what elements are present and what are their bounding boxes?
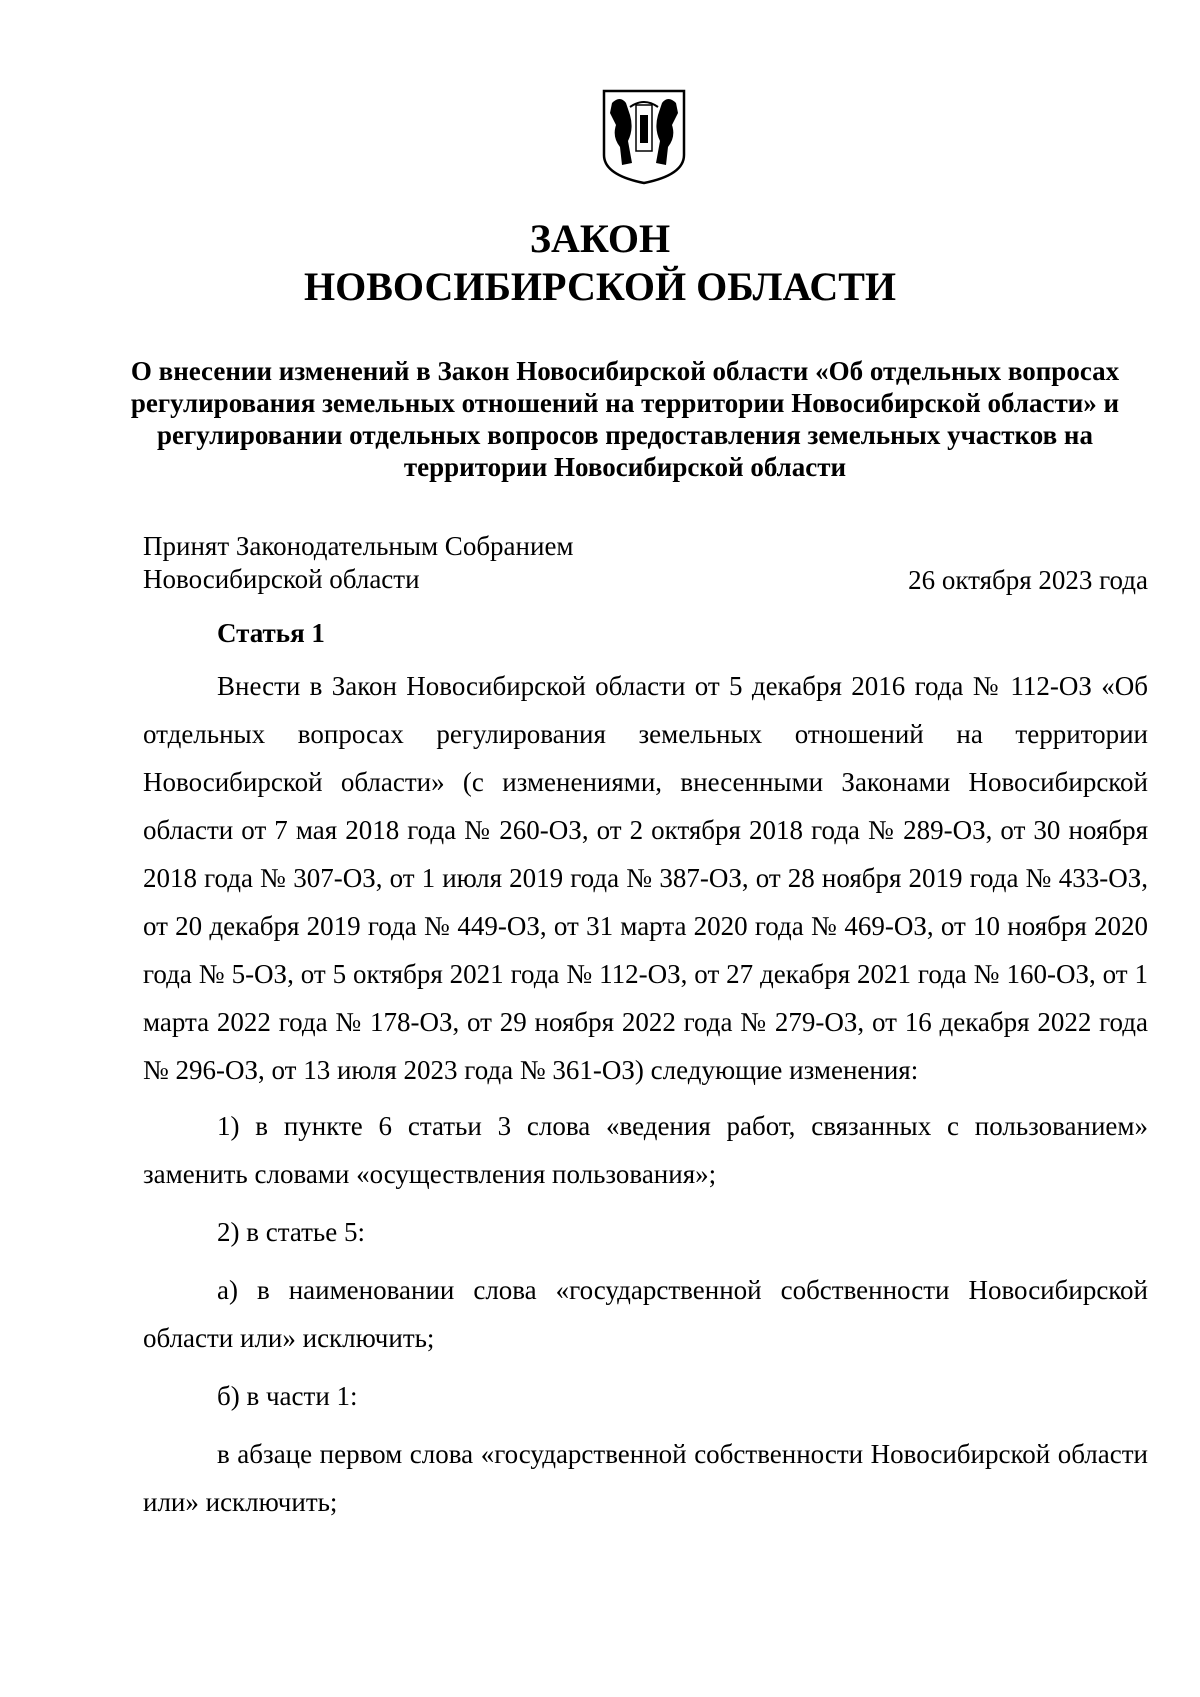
article-paragraph: Внести в Закон Новосибирской области от 5 декабря 2016 года № 112-ОЗ «Об отдельных вопросах регулирования земельных отношений на территории Новосибирской области» (с изменениями, внесенными Законами Новосибирской области от 7 мая 2018 года № 260-ОЗ, от 2 октября 2018 года № 289-ОЗ, от 30 ноября 2018 года № 307-ОЗ, от 1 июля 2019 года № 387-ОЗ, от 28 ноября 2019 года № 433-ОЗ, от 20 декабря 2019 года № 449-ОЗ, от 31 марта 2020 года № 469-ОЗ, от 10 ноября 2020 года № 5-ОЗ, от 5 октября 2021 года № 112-ОЗ, от 27 декабря 2021 года № 160-ОЗ, от 1 марта 2022 года № 178-ОЗ, от 29 ноября 2022 года № 279-ОЗ, от 16 декабря 2022 года № 296-ОЗ, от 13 июля 2023 года № 361-ОЗ) следующие изменения: (143, 671, 1148, 1085)
article-heading: Статья 1 (217, 618, 325, 648)
article-paragraph: а) в наименовании слова «государственной собственности Новосибирской области или» исключить; (143, 1275, 1148, 1353)
adoption-line-1: Принят Законодательным Собранием (143, 531, 574, 561)
coat-of-arms-icon (600, 85, 688, 185)
adoption-line-2: Новосибирской области (143, 564, 420, 594)
article-paragraph: 1) в пункте 6 статьи 3 слова «ведения работ, связанных с пользованием» заменить словами «осуществления пользования»; (143, 1111, 1148, 1189)
article-paragraph: б) в части 1: (217, 1381, 358, 1411)
adoption-statement (143, 530, 574, 596)
article-paragraph: в абзаце первом слова «государственной собственности Новосибирской области или» исключить; (143, 1439, 1148, 1517)
law-subject: О внесении изменений в Закон Новосибирской области «Об отдельных вопросах регулирования земельных отношений на территории Новосибирской области» и регулировании отдельных вопросов предоставления земельных участков на территории Новосибирской области (130, 356, 1120, 482)
adoption-date: 26 октября 2023 года (908, 565, 1148, 595)
article-body (143, 662, 1148, 1536)
document-type-title: ЗАКОН (529, 216, 671, 261)
article-paragraph: 2) в статье 5: (217, 1217, 365, 1247)
region-title: НОВОСИБИРСКОЙ ОБЛАСТИ (303, 264, 897, 309)
